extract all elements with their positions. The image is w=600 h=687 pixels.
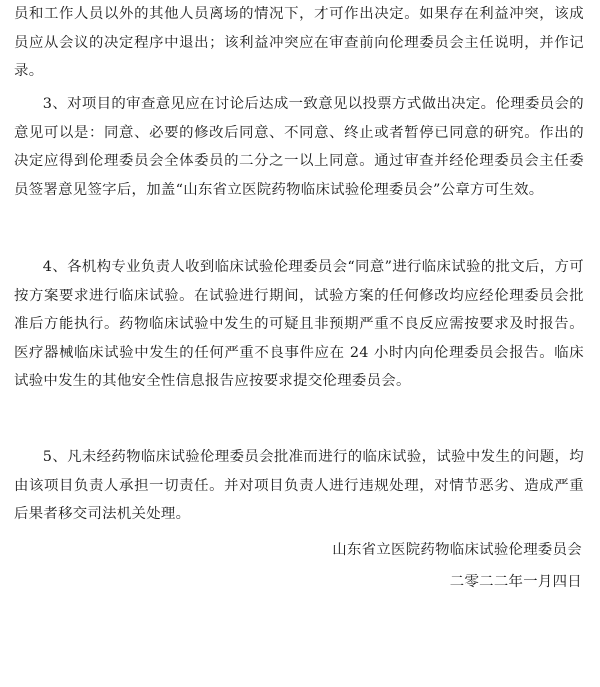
signature-organization: 山东省立医院药物临床试验伦理委员会	[332, 542, 582, 558]
paragraph-item-4: 4、各机构专业负责人收到临床试验伦理委员会“同意”进行临床试验的批文后，方可按方案要求进行临床试验。在试验进行期间，试验方案的任何修改均应经伦理委员会批准后方能执行。药物临床试验中发生的可疑且非预期严重不良反应需按要求及时报告。医疗器械临床试验中发生的任何严重不良事件应在 24 小时内向伦理委员会报告。临床试验中发生的其他安全性信息报告应按要求提交伦理委员会。	[14, 259, 584, 389]
paragraph-item-5: 5、凡未经药物临床试验伦理委员会批准而进行的临床试验，试验中发生的问题，均由该项目负责人承担一切责任。并对项目负责人进行违规处理，对情节恶劣、造成严重后果者移交司法机关处理。	[14, 449, 584, 522]
paragraph-continuation: 员和工作人员以外的其他人员离场的情况下，才可作出决定。如果存在利益冲突，该成员应从会议的决定程序中退出；该利益冲突应在审查前向伦理委员会主任说明，并作记录。	[14, 6, 584, 79]
signature-date: 二零二二年一月四日	[449, 574, 582, 590]
paragraph-item-3: 3、对项目的审查意见应在讨论后达成一致意见以投票方式做出决定。伦理委员会的意见可以是：同意、必要的修改后同意、不同意、终止或者暂停已同意的研究。作出的决定应得到伦理委员会全体委员的二分之一以上同意。通过审查并经伦理委员会主任委员签署意见签字后，加盖“山东省立医院药物临床试验伦理委员会”公章方可生效。	[14, 96, 584, 198]
